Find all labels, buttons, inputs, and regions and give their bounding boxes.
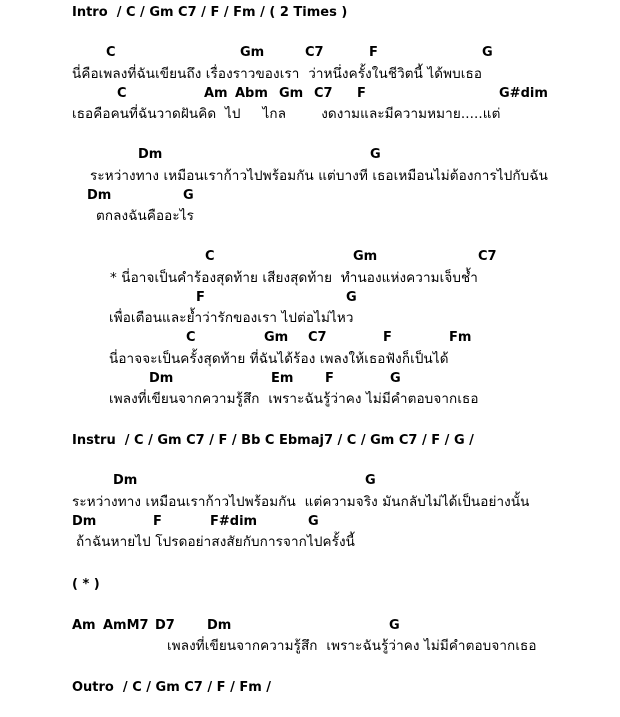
chord-symbol: F <box>325 371 334 386</box>
chord-symbol: C <box>117 86 127 101</box>
chord-symbol: C7 <box>478 249 497 264</box>
chord-symbol: Gm <box>240 45 265 60</box>
lyric-line <box>0 309 620 327</box>
lyric-line <box>0 65 620 83</box>
chord-symbol: Am <box>72 618 96 633</box>
lyric-line <box>0 269 620 287</box>
instru-line <box>0 432 620 450</box>
lyric-line <box>0 207 620 225</box>
chord-symbol: Dm <box>113 473 138 488</box>
chord-symbol: Gm <box>264 330 289 345</box>
chord-symbol: G <box>183 188 194 203</box>
chord-line <box>0 370 620 388</box>
chord-line <box>0 513 620 531</box>
lyric-text: * นี่อาจเป็นคำร้องสุดท้าย เสียงสุดท้าย ทำนองแห่งความเจ็บช้ำ <box>110 270 478 286</box>
chord-symbol: G <box>370 147 381 162</box>
chord-symbol: C7 <box>314 86 333 101</box>
chord-line <box>0 85 620 103</box>
chord-line <box>0 329 620 347</box>
chord-line <box>0 146 620 164</box>
chord-symbol: F <box>369 45 378 60</box>
chord-line <box>0 44 620 62</box>
lyric-text: นี่คือเพลงที่ฉันเขียนถึง เรื่องราวของเรา ว่าหนึ่งครั้งในชีวิตนี้ ได้พบเธอ <box>72 66 483 82</box>
lyric-text: ตกลงฉันคืออะไร <box>96 208 194 224</box>
chord-symbol: Fm <box>449 330 472 345</box>
chord-symbol: Dm <box>138 147 163 162</box>
chord-line <box>0 289 620 307</box>
chord-line <box>0 187 620 205</box>
lyric-text: ระหว่างทาง เหมือนเราก้าวไปพร้อมกัน แต่ความจริง มันกลับไม่ได้เป็นอย่างนั้น <box>72 494 530 510</box>
lyric-line <box>0 493 620 511</box>
chord-symbol: Em <box>271 371 294 386</box>
outro-line <box>0 679 620 697</box>
chord-symbol: G#dim <box>499 86 548 101</box>
repeat-line <box>0 576 620 594</box>
lyric-line <box>0 105 620 123</box>
chord-symbol: C7 <box>308 330 327 345</box>
instru-heading: Instru / C / Gm C7 / F / Bb C Ebmaj7 / C / Gm C7 / F / G / <box>72 433 474 448</box>
lyric-line <box>0 167 620 185</box>
repeat-marker: ( * ) <box>72 577 100 592</box>
chord-line <box>0 617 620 635</box>
chord-symbol: C <box>106 45 116 60</box>
chord-symbol: C <box>205 249 215 264</box>
lyric-text: เธอคือคนที่ฉันวาดฝันคิด ไป ไกล งดงามและมีความหมาย.....แต่ <box>72 106 501 122</box>
lyric-line <box>0 390 620 408</box>
chord-symbol: Gm <box>353 249 378 264</box>
chord-symbol: Dm <box>87 188 112 203</box>
lyric-text: เพลงที่เขียนจากความรู้สึก เพราะฉันรู้ว่าคง ไม่มีคำตอบจากเธอ <box>167 638 537 654</box>
chord-symbol: G <box>365 473 376 488</box>
lyric-text: นี่อาจจะเป็นครั้งสุดท้าย ที่ฉันได้ร้อง เพลงให้เธอฟังก็เป็นได้ <box>109 351 449 367</box>
lyric-line <box>0 637 620 655</box>
chord-symbol: Am <box>204 86 228 101</box>
chord-symbol: C <box>186 330 196 345</box>
chord-symbol: F#dim <box>210 514 258 529</box>
chord-symbol: Dm <box>207 618 232 633</box>
chord-symbol: Abm <box>235 86 268 101</box>
intro-heading: Intro / C / Gm C7 / F / Fm / ( 2 Times ) <box>72 5 348 20</box>
chord-symbol: G <box>346 290 357 305</box>
outro-heading: Outro / C / Gm C7 / F / Fm / <box>72 680 272 695</box>
chord-symbol: F <box>153 514 162 529</box>
chord-symbol: Gm <box>279 86 304 101</box>
chord-symbol: G <box>482 45 493 60</box>
intro-line <box>0 4 620 22</box>
chord-symbol: F <box>357 86 366 101</box>
chord-symbol: Dm <box>72 514 97 529</box>
chord-symbol: C7 <box>305 45 324 60</box>
chord-line <box>0 472 620 490</box>
chord-line <box>0 248 620 266</box>
lyric-text: เพื่อเตือนและย้ำว่ารักของเรา ไปต่อไม่ไหว <box>109 310 354 326</box>
lyric-text: ถ้าฉันหายไป โปรดอย่าสงสัยกับการจากไปครั้งนี้ <box>76 534 356 550</box>
chord-symbol: G <box>390 371 401 386</box>
lyric-line <box>0 350 620 368</box>
chord-symbol: Dm <box>149 371 174 386</box>
chord-symbol: F <box>383 330 392 345</box>
lyric-text: เพลงที่เขียนจากความรู้สึก เพราะฉันรู้ว่าคง ไม่มีคำตอบจากเธอ <box>109 391 479 407</box>
lyric-line <box>0 533 620 551</box>
chord-symbol: G <box>308 514 319 529</box>
lyric-text: ระหว่างทาง เหมือนเราก้าวไปพร้อมกัน แต่บางที เธอเหมือนไม่ต้องการไปกับฉัน <box>90 168 548 184</box>
chord-symbol: G <box>389 618 400 633</box>
chord-symbol: AmM7 <box>103 618 149 633</box>
chord-symbol: D7 <box>155 618 175 633</box>
chord-symbol: F <box>196 290 205 305</box>
